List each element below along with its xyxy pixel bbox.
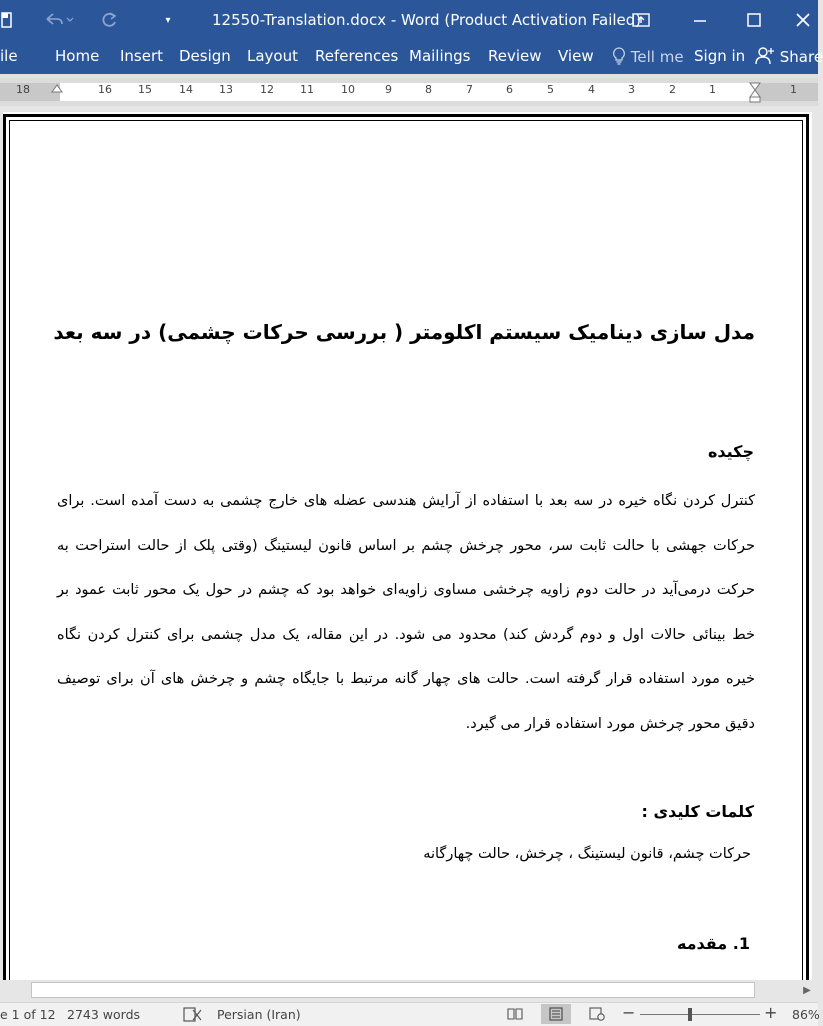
print-layout-icon[interactable]	[541, 1004, 571, 1024]
abstract-paragraph	[57, 486, 755, 753]
ruler-number: 10	[341, 83, 355, 96]
lightbulb-icon	[612, 47, 626, 65]
abstract-line: کنترل کردن نگاه خیره در سه بعد با استفاده از آرایش هندسی عضله های خارج چشمی به دست آمده است. برای	[57, 493, 755, 509]
scrollbar-thumb[interactable]	[31, 982, 755, 998]
section-heading-introduction: 1. مقدمه	[676, 934, 750, 953]
abstract-line: حرکت درمی‌آید در حالت دوم زاویه چرخشی مساوی زاویه‌ای خواهد بود که چشم در حول یک محور ثابت عمود بر	[57, 582, 755, 598]
ruler-number: 3	[628, 83, 635, 96]
abstract-line: دقیق محور چرخش مورد استفاده قرار می گیرد.	[465, 715, 755, 732]
maximize-icon[interactable]	[731, 0, 777, 40]
tab-mailings[interactable]: Mailings	[409, 47, 471, 65]
tab-insert[interactable]: Insert	[120, 47, 164, 65]
horizontal-ruler[interactable]	[0, 78, 818, 106]
page-count[interactable]: e 1 of 12	[0, 1007, 56, 1022]
person-icon	[755, 47, 775, 65]
ruler-number: 8	[425, 83, 432, 96]
word-count[interactable]: 2743 words	[67, 1007, 141, 1022]
tab-layout[interactable]: Layout	[247, 47, 298, 65]
left-indent-marker[interactable]	[50, 82, 64, 104]
redo-icon[interactable]	[94, 0, 124, 40]
ruler-number: 14	[179, 83, 193, 96]
tab-view[interactable]: View	[558, 47, 594, 65]
ruler-number: 18	[16, 83, 30, 96]
zoom-in-icon[interactable]: +	[764, 1003, 778, 1022]
tab-review[interactable]: Review	[488, 47, 542, 65]
ruler-number: 1	[790, 83, 797, 96]
zoom-out-icon[interactable]: −	[622, 1003, 636, 1022]
window-title: 12550-Translation.docx - Word (Product Activation Failed)	[212, 11, 642, 29]
status-bar	[0, 1002, 818, 1026]
ribbon-display-options-icon[interactable]	[618, 0, 664, 40]
tab-references[interactable]: References	[315, 47, 399, 65]
web-layout-icon[interactable]	[582, 1004, 612, 1024]
ruler-number: 12	[260, 83, 274, 96]
keywords-heading: کلمات کلیدی :	[641, 802, 754, 821]
ruler-number: 15	[138, 83, 152, 96]
zoom-level[interactable]: 86%	[792, 1007, 820, 1022]
tell-me-search[interactable]	[612, 47, 684, 66]
title-bar	[0, 0, 818, 40]
ruler-number: 2	[669, 83, 676, 96]
proofing-icon[interactable]	[183, 1007, 203, 1026]
document-title: مدل سازی دینامیک سیستم اکلومتر ( بررسی حرکات چشمی) در سه بعد	[53, 320, 755, 344]
ruler-number: 7	[466, 83, 473, 96]
ruler-writing-area	[0, 83, 818, 101]
tab-design[interactable]: Design	[179, 47, 231, 65]
ruler-number: 5	[547, 83, 554, 96]
save-icon[interactable]	[0, 0, 14, 40]
sign-in-link[interactable]: Sign in	[694, 47, 746, 65]
close-icon[interactable]	[788, 0, 818, 40]
undo-icon[interactable]	[38, 0, 78, 40]
customize-quick-access-icon[interactable]: ▾	[165, 14, 171, 26]
ruler-number: 1	[709, 83, 716, 96]
tab-file[interactable]: ile	[0, 47, 18, 65]
ruler-number: 6	[506, 83, 513, 96]
abstract-line: خط بینائی حالات اول و دوم گردش کند) محدود می شود. در این مقاله، یک مدل چشمی برای کنترل کردن نگاه	[57, 626, 755, 643]
abstract-line: خیره مورد استفاده قرار گرفته است. حالت های چهار گانه مرتبط با جایگاه چشم و چرخش های آن برای توصیف	[57, 671, 755, 687]
zoom-slider-thumb[interactable]	[688, 1008, 692, 1021]
ruler-number: 4	[588, 83, 595, 96]
zoom-slider[interactable]	[640, 1014, 760, 1015]
ruler-right-margin	[755, 83, 818, 101]
scroll-right-icon[interactable]: ▶	[803, 984, 811, 996]
language-indicator[interactable]: Persian (Iran)	[217, 1007, 301, 1022]
share-button[interactable]	[755, 47, 823, 66]
tab-home[interactable]: Home	[55, 47, 100, 65]
right-indent-marker[interactable]	[748, 81, 762, 105]
ruler-number: 16	[98, 83, 112, 96]
ribbon-tabs	[0, 40, 823, 74]
share-label: Share	[779, 48, 823, 66]
ruler-number: 11	[300, 83, 314, 96]
horizontal-scrollbar[interactable]	[0, 980, 818, 1002]
tell-me-label: Tell me	[630, 48, 684, 66]
ruler-number: 13	[219, 83, 233, 96]
minimize-icon[interactable]	[677, 0, 723, 40]
read-mode-icon[interactable]	[500, 1004, 530, 1024]
abstract-line: حرکات جهشی با حالت ثابت سر، محور چرخش چشم بر اساس قانون لیستینگ (وقتی پلک از حالت استراحت به	[57, 537, 755, 554]
keywords-text: حرکات چشم، قانون لیستینگ ، چرخش، حالت چهارگانه	[423, 846, 751, 862]
ruler-number: 9	[385, 83, 392, 96]
abstract-heading: چکیده	[707, 442, 754, 461]
